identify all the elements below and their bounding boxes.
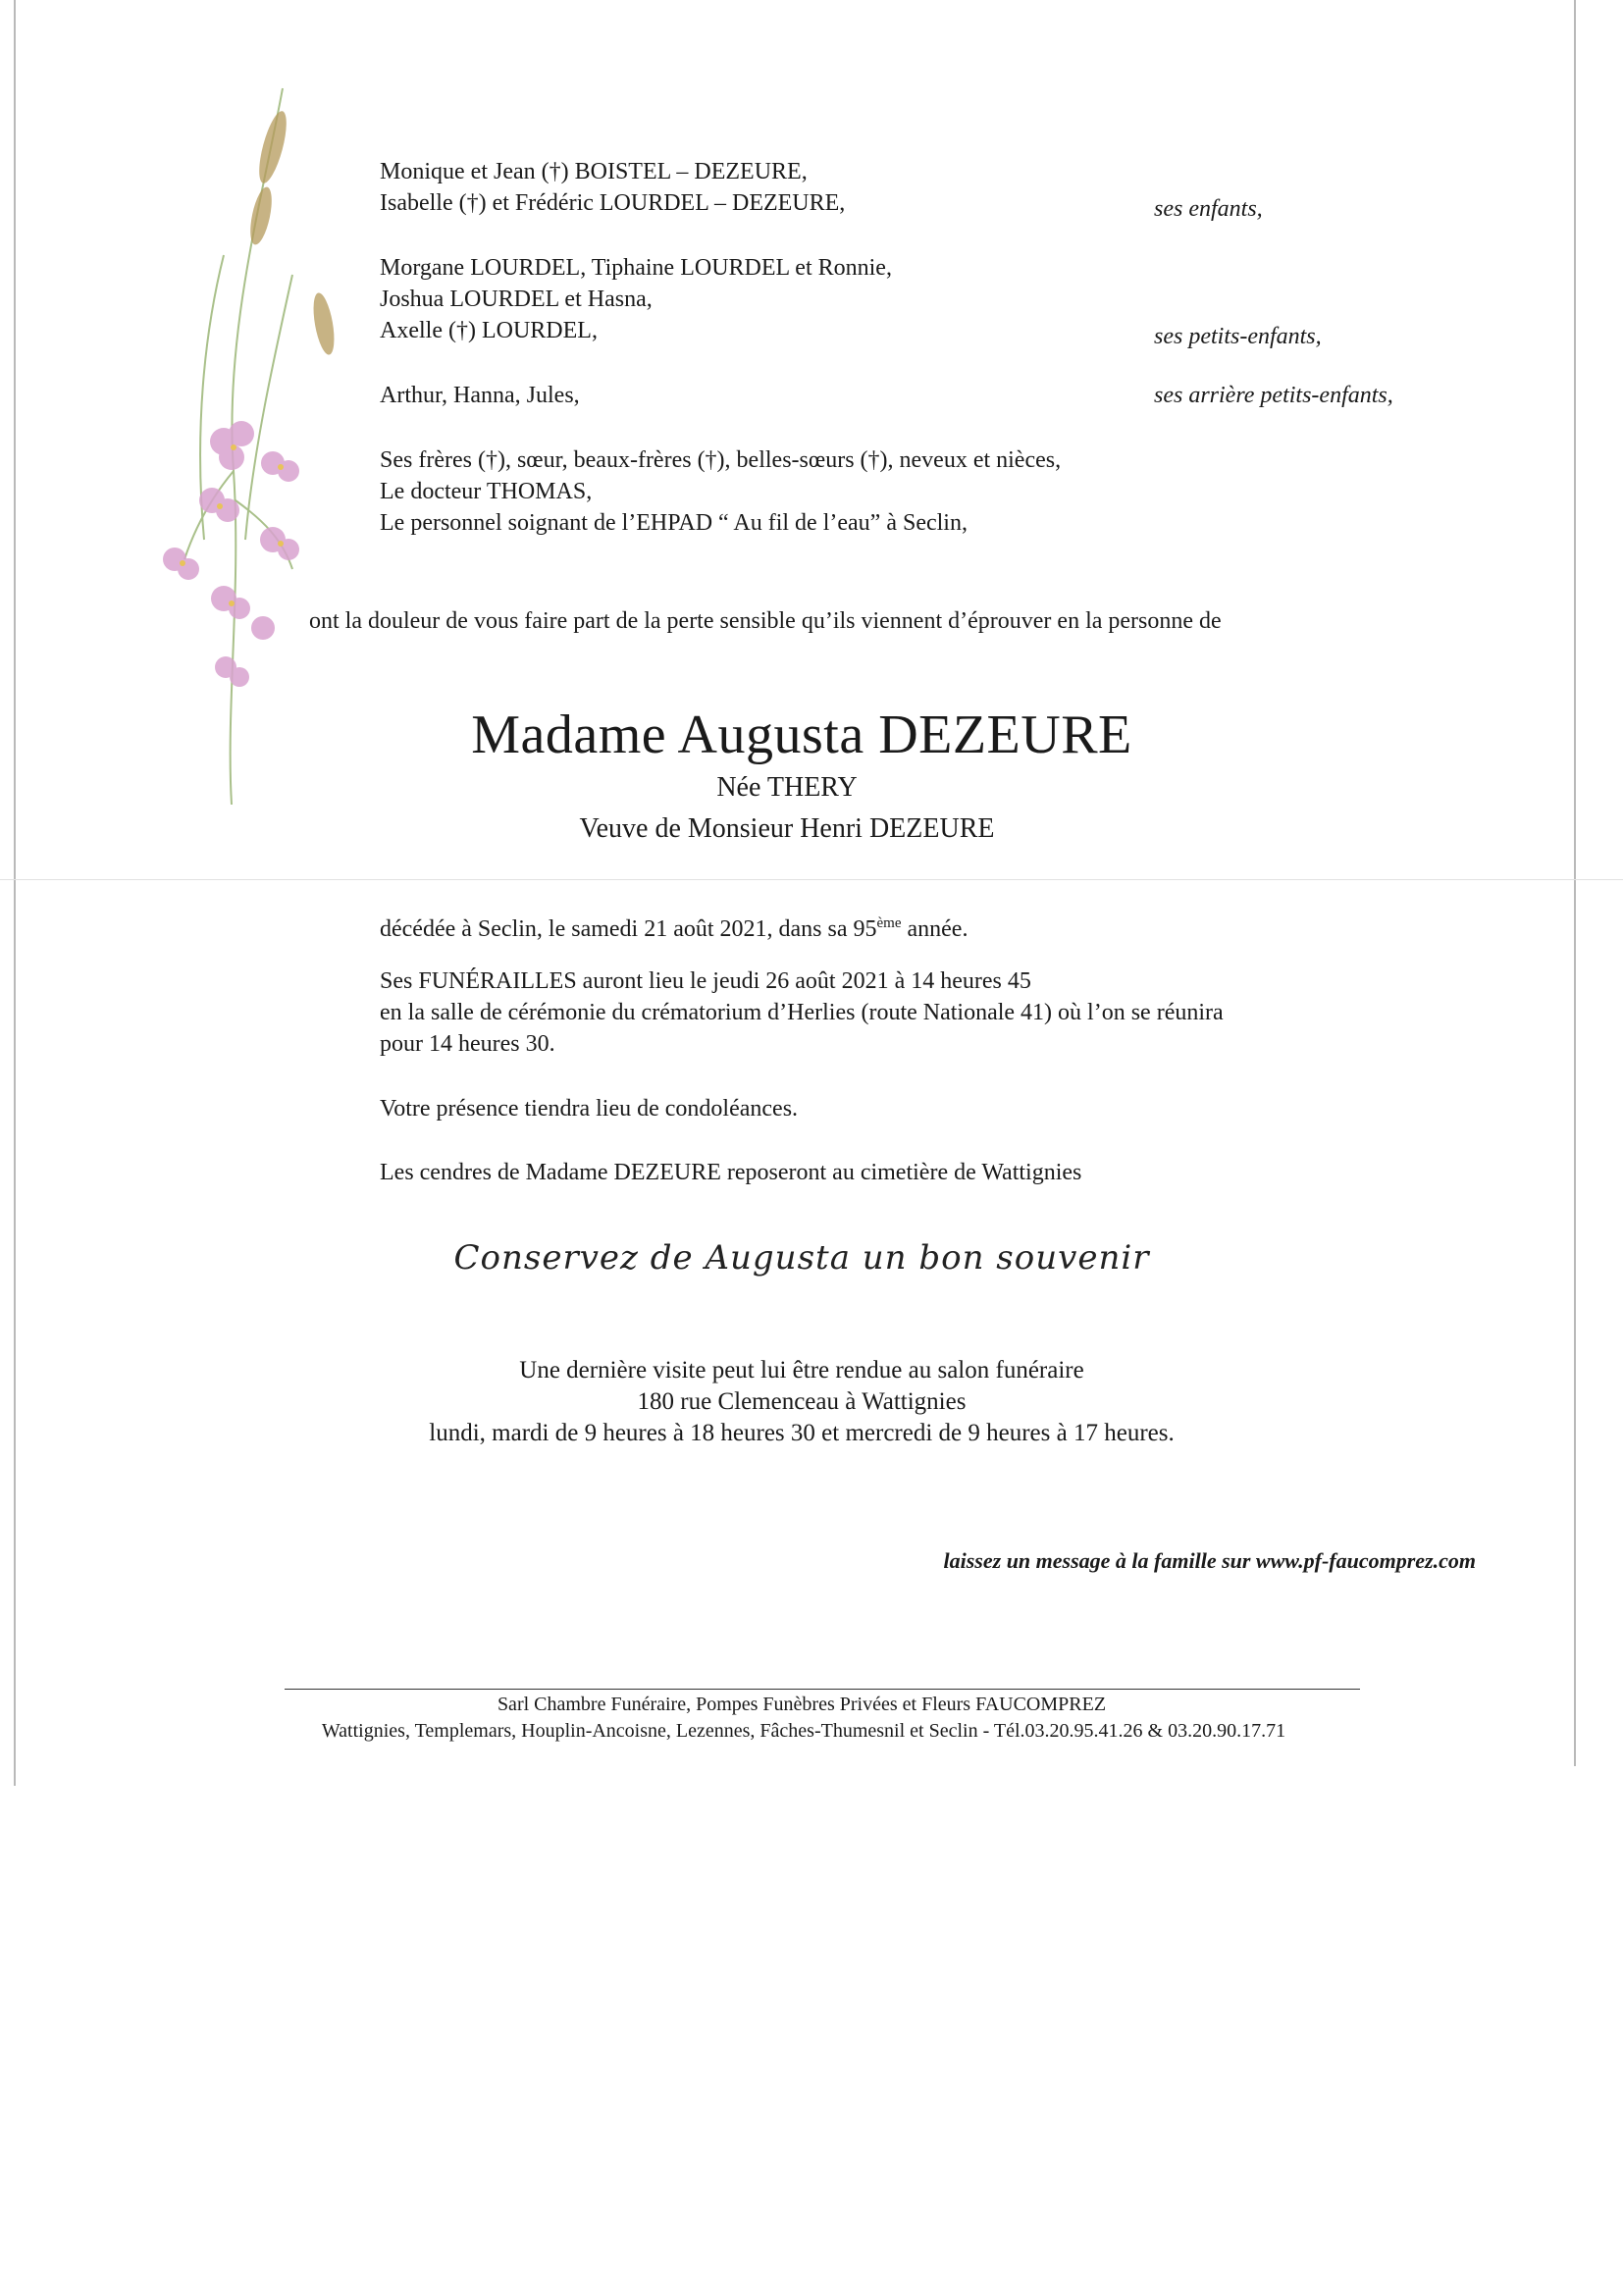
funeral-line-2: en la salle de cérémonie du crématorium d’Herlies (route Nationale 41) où l’on se réunira — [380, 1000, 1224, 1025]
deceased-name: Madame Augusta DEZEURE — [471, 704, 1132, 765]
children-line-2: Isabelle (†) et Frédéric LOURDEL – DEZEURE, — [380, 190, 846, 216]
others-line-3: Le personnel soignant de l’EHPAD “ Au fil de l’eau” à Seclin, — [380, 510, 968, 536]
grandchildren-relation: ses petits-enfants, — [1154, 324, 1322, 349]
others-line-2: Le docteur THOMAS, — [380, 479, 593, 504]
deceased-born: Née THERY — [716, 772, 858, 803]
death-statement — [380, 914, 968, 944]
announcement-text: ont la douleur de vous faire part de la perte sensible qu’ils viennent d’éprouver en la personne de — [309, 608, 1222, 634]
message-link-text: laissez un message à la famille sur www.pf-faucomprez.com — [943, 1548, 1476, 1573]
death-text-after: année. — [901, 916, 969, 942]
grandchildren-line-2: Joshua LOURDEL et Hasna, — [380, 287, 653, 312]
remembrance-script: Conservez de Augusta un bon souvenir — [453, 1238, 1150, 1278]
visit-line-2: 180 rue Clemenceau à Wattignies — [637, 1388, 967, 1415]
footer-divider — [285, 1689, 1360, 1690]
funeral-line-1: Ses FUNÉRAILLES auront lieu le jeudi 26 août 2021 à 14 heures 45 — [380, 968, 1031, 994]
children-relation: ses enfants, — [1154, 196, 1263, 222]
footer-company: Sarl Chambre Funéraire, Pompes Funèbres Privées et Fleurs FAUCOMPREZ — [497, 1694, 1107, 1715]
ashes-text: Les cendres de Madame DEZEURE reposeront au cimetière de Wattignies — [380, 1160, 1082, 1185]
great-grandchildren-relation: ses arrière petits-enfants, — [1154, 383, 1393, 408]
fold-line — [0, 879, 1623, 880]
visit-line-3: lundi, mardi de 9 heures à 18 heures 30 et mercredi de 9 heures à 17 heures. — [429, 1420, 1175, 1446]
condolences-text: Votre présence tiendra lieu de condoléances. — [380, 1096, 799, 1122]
scan-edge-right — [1574, 0, 1576, 1766]
visit-line-1: Une dernière visite peut lui être rendue au salon funéraire — [519, 1357, 1084, 1383]
grandchildren-line-1: Morgane LOURDEL, Tiphaine LOURDEL et Ronnie, — [380, 255, 892, 281]
grandchildren-line-3: Axelle (†) LOURDEL, — [380, 318, 598, 343]
death-text-before: décédée à Seclin, le samedi 21 août 2021, dans sa 95 — [380, 916, 877, 942]
children-line-1: Monique et Jean (†) BOISTEL – DEZEURE, — [380, 159, 808, 184]
great-grandchildren-line: Arthur, Hanna, Jules, — [380, 383, 580, 408]
deceased-widow: Veuve de Monsieur Henri DEZEURE — [579, 813, 995, 844]
death-ordinal-suffix: ème — [876, 915, 902, 931]
others-line-1: Ses frères (†), sœur, beaux-frères (†), belles-sœurs (†), neveux et nièces, — [380, 447, 1062, 473]
funeral-line-3: pour 14 heures 30. — [380, 1031, 555, 1057]
footer-locations: Wattignies, Templemars, Houplin-Ancoisne, Lezennes, Fâches-Thumesnil et Seclin - Tél.03.20.95.41.26 & 03.20.90.17.71 — [321, 1720, 1286, 1742]
scan-edge-left — [14, 0, 16, 1786]
